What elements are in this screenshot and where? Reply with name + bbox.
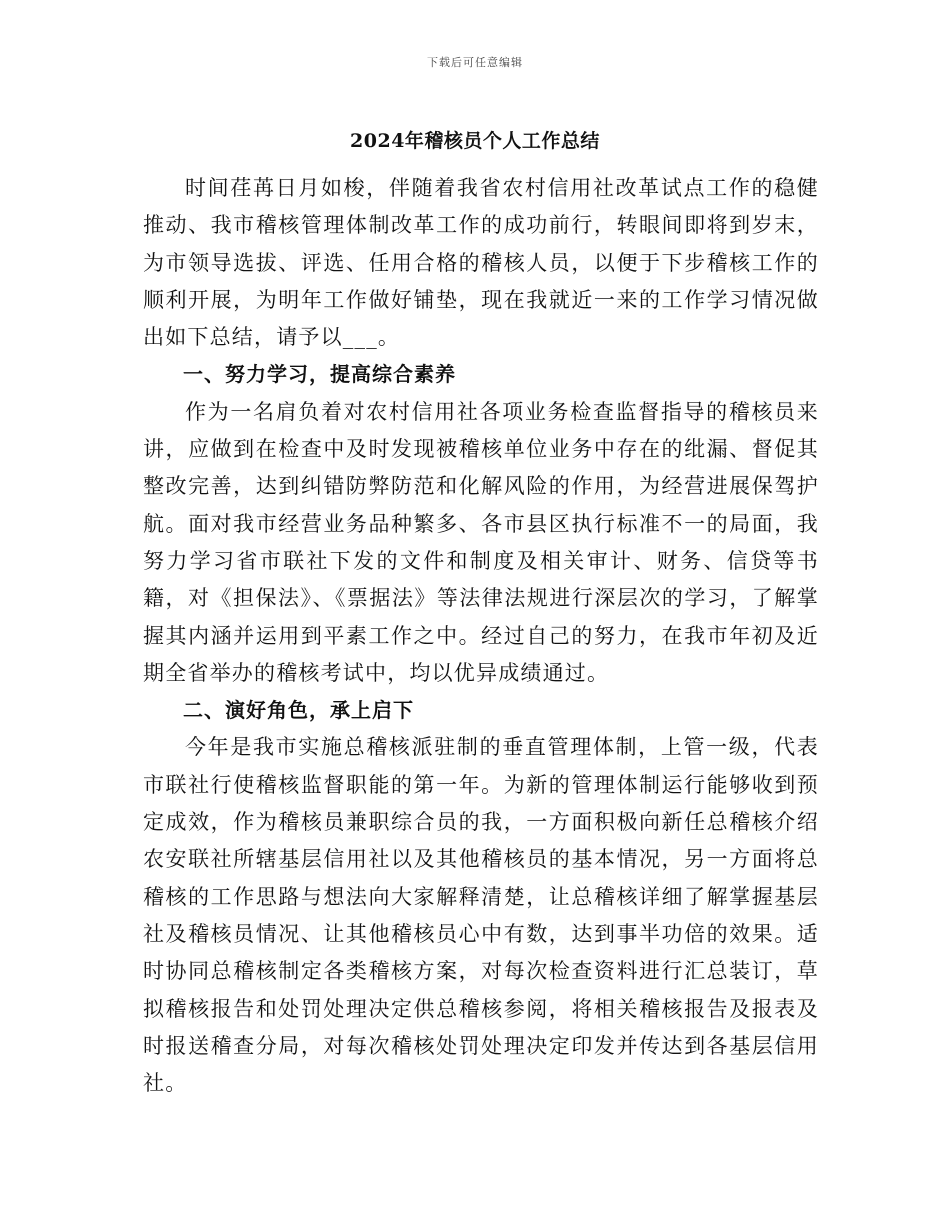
section-2-heading: 二、演好角色，承上启下 <box>183 698 414 723</box>
document-title: 2024年稽核员个人工作总结 <box>350 130 600 152</box>
intro-paragraph: 时间荏苒日月如梭，伴随着我省农村信用社改革试点工作的稳健推动、我市稽核管理体制改革工作的成功前行，转眼间即将到岁末，为市领导选拔、评选、任用合格的稽核人员，以便于下步稽核工作的顺利开展，为明年工作做好铺垫，现在我就近一来的工作学习情况做出如下总结，请予以___。 <box>143 176 819 350</box>
section-1-heading: 一、努力学习，提高综合素养 <box>183 362 456 387</box>
section-2-paragraph: 今年是我市实施总稽核派驻制的垂直管理体制，上管一级，代表市联社行使稽核监督职能的第一年。为新的管理体制运行能够收到预定成效，作为稽核员兼职综合员的我，一方面积极向新任总稽核介绍农安联社所辖基层信用社以及其他稽核员的基本情况，另一方面将总稽核的工作思路与想法向大家解释清楚，让总稽核详细了解掌握基层社及稽核员情况、让其他稽核员心中有数，达到事半功倍的效果。适时协同总稽核制定各类稽核方案，对每次检查资料进行汇总装订，草拟稽核报告和处罚处理决定供总稽核参阅，将相关稽核报告及报表及时报送稽查分局，对每次稽核处罚处理决定印发并传达到各基层信用社。 <box>143 735 819 1096</box>
header-note: 下载后可任意编辑 <box>427 56 523 69</box>
section-1-paragraph: 作为一名肩负着对农村信用社各项业务检查监督指导的稽核员来讲，应做到在检查中及时发现被稽核单位业务中存在的纰漏、督促其整改完善，达到纠错防弊防范和化解风险的作用，为经营进展保驾护航。面对我市经营业务品种繁多、各市县区执行标准不一的局面，我努力学习省市联社下发的文件和制度及相关审计、财务、信贷等书籍，对《担保法》、《票据法》等法律法规进行深层次的学习，了解掌握其内涵并运用到平素工作之中。经过自己的努力，在我市年初及近期全省举办的稽核考试中，均以优异成绩通过。 <box>143 399 819 685</box>
document-body <box>143 170 819 1102</box>
